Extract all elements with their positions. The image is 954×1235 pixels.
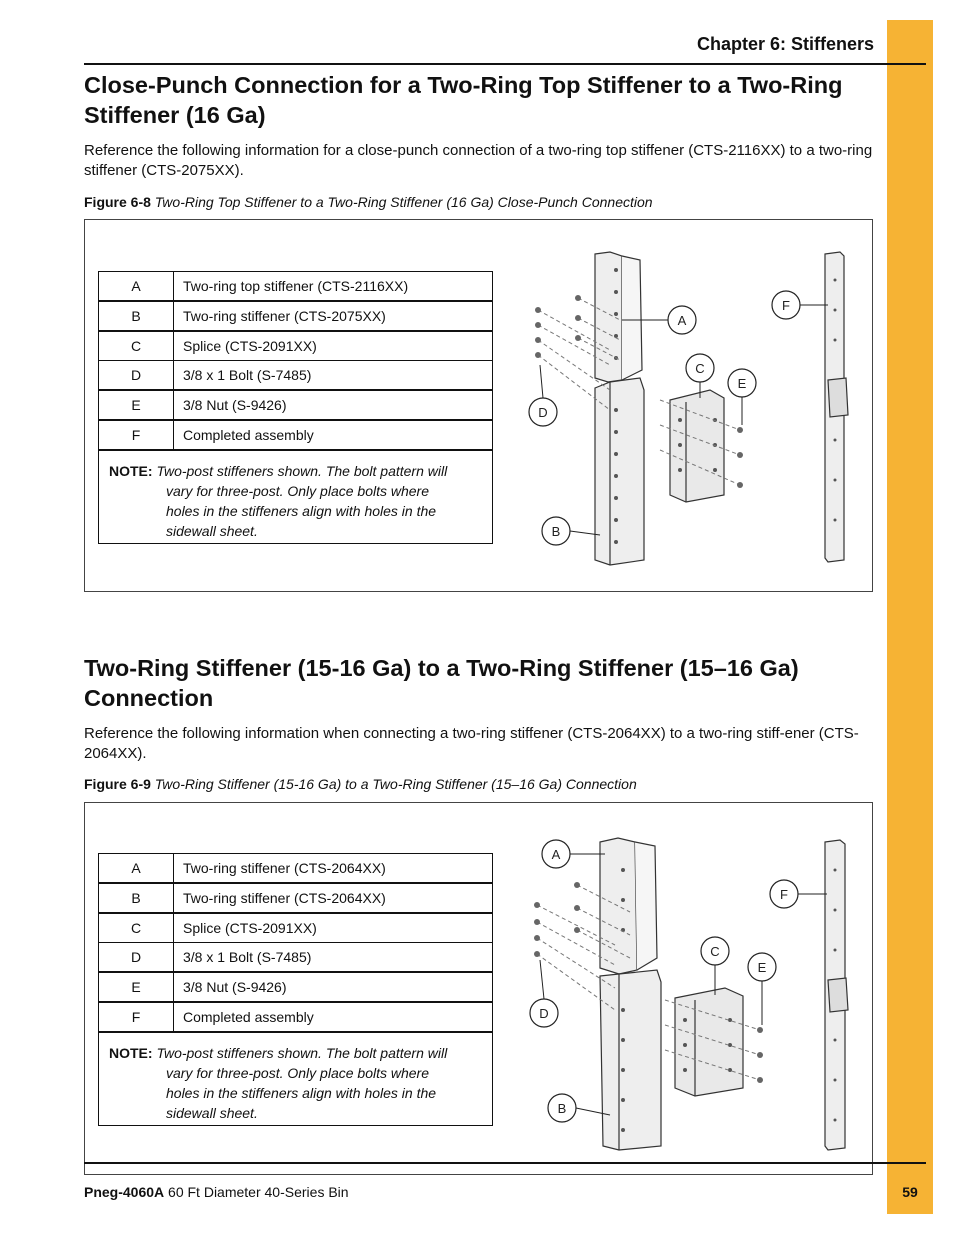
callout-label: F (782, 298, 790, 313)
footer (84, 1184, 349, 1200)
legend-row (99, 884, 492, 914)
legend-row (99, 854, 492, 884)
legend-row (99, 361, 492, 391)
legend-text: Two-ring stiffener (CTS-2064XX) (183, 860, 386, 876)
note-line: sidewall sheet. (166, 523, 258, 539)
header-rule (84, 63, 926, 65)
legend-letter: F (99, 1003, 174, 1031)
note-line: vary for three-post. Only place bolts where (166, 1065, 430, 1081)
note-line: Two-post stiffeners shown. The bolt pattern will (156, 463, 448, 479)
note-line: holes in the stiffeners align with holes in the (166, 503, 437, 519)
legend-table (98, 271, 493, 544)
section-title-two-ring: Two-Ring Stiffener (15-16 Ga) to a Two-Ring Stiffener (15–16 Ga) Connection (84, 655, 799, 711)
legend-row (99, 943, 492, 973)
stiffener-diagram-2 (515, 830, 870, 1160)
callout-label: B (557, 1101, 567, 1116)
legend-letter: F (99, 421, 174, 449)
legend-letter: D (99, 943, 174, 971)
legend-text: 3/8 Nut (S-9426) (183, 979, 287, 995)
legend-text: 3/8 x 1 Bolt (S-7485) (183, 949, 312, 965)
legend-letter: A (99, 272, 174, 300)
legend-text: 3/8 Nut (S-9426) (183, 397, 287, 413)
callout-label: E (737, 376, 747, 391)
callout-label: B (551, 524, 561, 539)
legend-note (99, 1033, 492, 1125)
legend-table (98, 853, 493, 1126)
legend-letter: D (99, 361, 174, 389)
note-label: NOTE: (109, 1045, 153, 1061)
doc-id: Pneg-4060A (84, 1184, 165, 1200)
legend-row (99, 332, 492, 361)
footer-rule (84, 1162, 926, 1164)
page-number: 59 (902, 1184, 918, 1200)
section-title-close-punch: Close-Punch Connection for a Two-Ring Top Stiffener to a Two-Ring Stiffener (16 Ga) (84, 72, 843, 128)
figure-caption (84, 776, 637, 792)
callout-label: C (695, 361, 705, 376)
callout-label: F (780, 887, 788, 902)
callout-label: E (757, 960, 767, 975)
note-line: sidewall sheet. (166, 1105, 258, 1121)
legend-letter: C (99, 914, 174, 942)
legend-letter: E (99, 973, 174, 1001)
section-paragraph: Reference the following information for a close-punch connection of a two-ring top stiffener (CTS-2116XX) to a two-ring stiffener (CTS-2075XX). (84, 142, 873, 179)
legend-row (99, 391, 492, 421)
legend-text: Two-ring stiffener (CTS-2064XX) (183, 890, 386, 906)
callout-label: D (539, 1006, 549, 1021)
chapter-heading: Chapter 6: Stiffeners (696, 34, 874, 54)
legend-letter: E (99, 391, 174, 419)
legend-text: Completed assembly (183, 427, 314, 443)
legend-text: Splice (CTS-2091XX) (183, 338, 317, 354)
figure-label: Figure 6-9 (84, 776, 151, 792)
legend-row (99, 272, 492, 302)
figure-label: Figure 6-8 (84, 194, 151, 210)
stiffener-diagram-1 (510, 240, 870, 580)
legend-letter: B (99, 884, 174, 912)
note-label: NOTE: (109, 463, 153, 479)
legend-letter: B (99, 302, 174, 330)
callout-label: C (710, 944, 720, 959)
callout-label: A (677, 313, 687, 328)
note-line: vary for three-post. Only place bolts where (166, 483, 430, 499)
legend-row (99, 1003, 492, 1033)
legend-text: Completed assembly (183, 1009, 314, 1025)
legend-row (99, 973, 492, 1003)
callout-label: D (538, 405, 548, 420)
legend-row (99, 421, 492, 451)
legend-note (99, 451, 492, 543)
note-line: Two-post stiffeners shown. The bolt pattern will (156, 1045, 448, 1061)
accent-side-bar (887, 20, 933, 1214)
callout-label: A (551, 847, 561, 862)
legend-row (99, 914, 492, 943)
legend-text: Two-ring stiffener (CTS-2075XX) (183, 308, 386, 324)
section-paragraph: Reference the following information when connecting a two-ring stiffener (CTS-2064XX) to a two-ring stiff-ener (CTS-2064XX). (84, 725, 859, 762)
legend-text: Two-ring top stiffener (CTS-2116XX) (183, 278, 409, 294)
legend-row (99, 302, 492, 332)
legend-text: Splice (CTS-2091XX) (183, 920, 317, 936)
doc-title: 60 Ft Diameter 40-Series Bin (168, 1184, 349, 1200)
figure-caption (84, 194, 653, 210)
figure-caption-text: Two-Ring Top Stiffener to a Two-Ring Stiffener (16 Ga) Close-Punch Connection (154, 194, 653, 210)
legend-text: 3/8 x 1 Bolt (S-7485) (183, 367, 312, 383)
note-line: holes in the stiffeners align with holes in the (166, 1085, 437, 1101)
figure-caption-text: Two-Ring Stiffener (15-16 Ga) to a Two-Ring Stiffener (15–16 Ga) Connection (154, 776, 637, 792)
legend-letter: C (99, 332, 174, 360)
legend-letter: A (99, 854, 174, 882)
